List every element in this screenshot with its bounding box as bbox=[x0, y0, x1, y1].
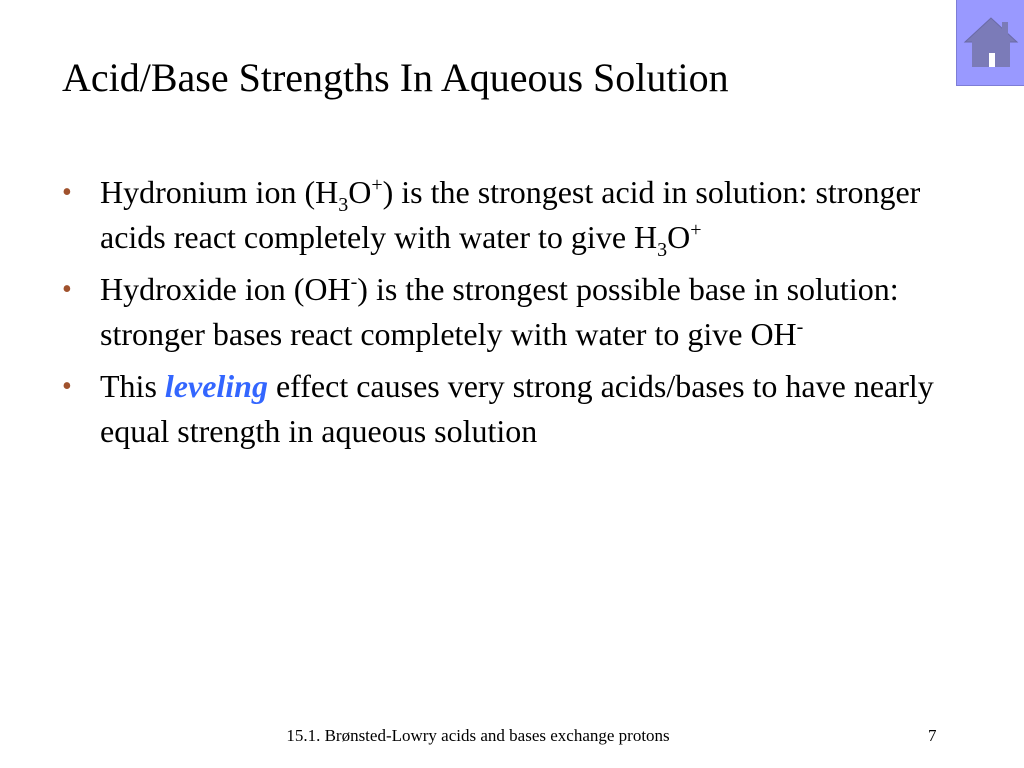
superscript: - bbox=[350, 271, 358, 293]
bullet-text: O bbox=[667, 219, 691, 255]
home-button[interactable] bbox=[956, 0, 1024, 86]
subscript: 3 bbox=[338, 194, 349, 216]
slide-title: Acid/Base Strengths In Aqueous Solution bbox=[62, 55, 729, 100]
bullet-dot-icon: • bbox=[62, 177, 72, 208]
bullet-text: effect causes very strong acids/bases to have nearly equal strength in aqueous solution bbox=[100, 368, 934, 449]
bullet-item-leveling bbox=[62, 364, 942, 454]
bullet-text: Hydroxide ion (OH bbox=[100, 271, 351, 307]
bullet-item-hydroxide bbox=[62, 267, 942, 357]
superscript: + bbox=[371, 174, 383, 196]
bullet-text: ) is the strongest possible base in solution: stronger bases react completely with water to give OH bbox=[100, 271, 899, 352]
bullet-text: This bbox=[100, 368, 165, 404]
bullet-dot-icon: • bbox=[62, 371, 72, 402]
bullet-list bbox=[62, 170, 942, 461]
page-number: 7 bbox=[928, 726, 937, 745]
bullet-text: O bbox=[348, 174, 372, 210]
bullet-dot-icon: • bbox=[62, 274, 72, 305]
superscript: + bbox=[690, 219, 702, 241]
subscript: 3 bbox=[657, 239, 668, 261]
emphasized-term: leveling bbox=[164, 368, 268, 404]
bullet-item-hydronium bbox=[62, 170, 942, 260]
home-icon bbox=[963, 16, 1019, 70]
bullet-text: Hydronium ion (H bbox=[100, 174, 339, 210]
footer-text: 15.1. Brønsted-Lowry acids and bases exchange protons bbox=[286, 726, 670, 745]
bullet-text: ) is the strongest acid in solution: stronger acids react completely with water to give H bbox=[100, 174, 921, 255]
superscript: - bbox=[796, 316, 804, 338]
